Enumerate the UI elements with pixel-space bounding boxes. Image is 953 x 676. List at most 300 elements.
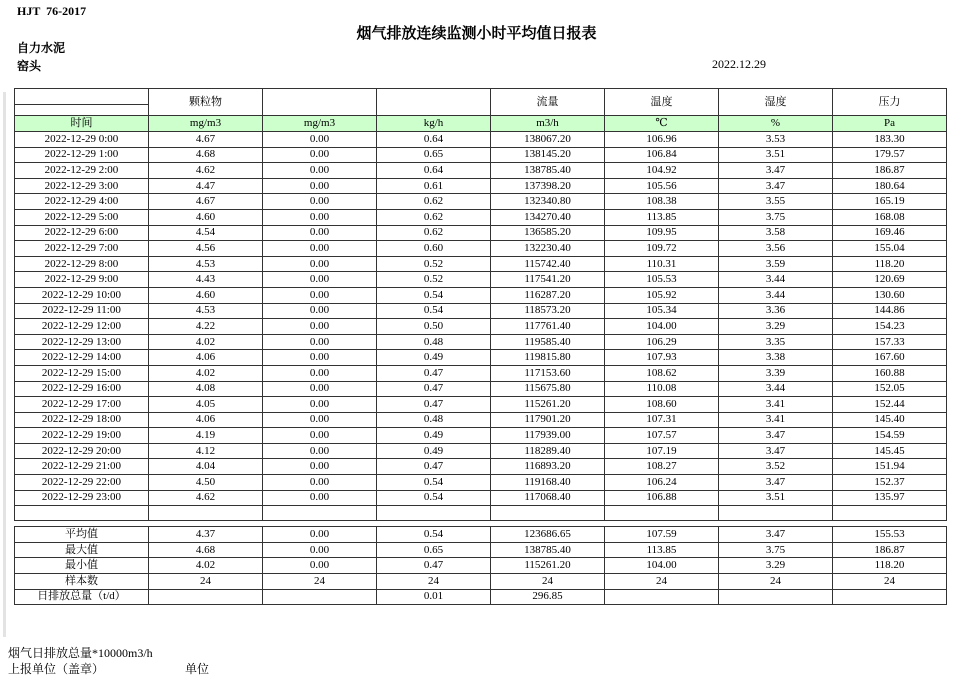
value-cell: 0.50 — [377, 319, 491, 335]
value-cell: 3.41 — [719, 397, 833, 413]
table-row — [15, 241, 947, 257]
empty-cell — [833, 506, 947, 521]
value-cell: 0.62 — [377, 225, 491, 241]
value-cell: 0.00 — [263, 365, 377, 381]
value-cell: 169.46 — [833, 225, 947, 241]
value-cell: 145.45 — [833, 443, 947, 459]
value-cell: 0.48 — [377, 334, 491, 350]
empty-cell — [491, 506, 605, 521]
value-cell: 3.55 — [719, 194, 833, 210]
value-cell: 4.53 — [149, 256, 263, 272]
value-cell: 0.61 — [377, 178, 491, 194]
value-cell: 116287.20 — [491, 287, 605, 303]
hourly-data-table — [14, 88, 947, 521]
unit-label: 单位 — [185, 662, 210, 676]
summary-value-cell: 0.00 — [263, 558, 377, 574]
value-cell: 4.05 — [149, 397, 263, 413]
value-cell: 3.47 — [719, 443, 833, 459]
value-cell: 0.52 — [377, 272, 491, 288]
time-cell: 2022-12-29 12:00 — [15, 319, 149, 335]
value-cell: 132230.40 — [491, 241, 605, 257]
time-cell: 2022-12-29 13:00 — [15, 334, 149, 350]
value-cell: 119168.40 — [491, 475, 605, 491]
value-cell: 179.57 — [833, 147, 947, 163]
table-row — [15, 475, 947, 491]
time-cell: 2022-12-29 3:00 — [15, 178, 149, 194]
value-cell: 4.08 — [149, 381, 263, 397]
value-cell: 3.47 — [719, 178, 833, 194]
table-row — [15, 303, 947, 319]
value-cell: 0.00 — [263, 319, 377, 335]
value-cell: 120.69 — [833, 272, 947, 288]
value-cell: 106.96 — [605, 132, 719, 148]
summary-value-cell: 24 — [605, 574, 719, 590]
summary-value-cell: 4.68 — [149, 542, 263, 558]
summary-row — [15, 527, 947, 543]
value-cell: 0.62 — [377, 194, 491, 210]
summary-value-cell: 186.87 — [833, 542, 947, 558]
value-cell: 4.04 — [149, 459, 263, 475]
summary-row — [15, 574, 947, 590]
value-cell: 108.27 — [605, 459, 719, 475]
empty-cell — [263, 506, 377, 521]
time-header-lower-cell — [15, 105, 149, 116]
summary-value-cell: 24 — [263, 574, 377, 590]
value-cell: 157.33 — [833, 334, 947, 350]
summary-value-cell: 155.53 — [833, 527, 947, 543]
summary-value-cell: 115261.20 — [491, 558, 605, 574]
value-cell: 109.72 — [605, 241, 719, 257]
time-cell: 2022-12-29 6:00 — [15, 225, 149, 241]
table-row — [15, 350, 947, 366]
time-cell: 2022-12-29 16:00 — [15, 381, 149, 397]
summary-label-cell: 最小值 — [15, 558, 149, 574]
value-cell: 0.48 — [377, 412, 491, 428]
value-cell: 3.52 — [719, 459, 833, 475]
table-row — [15, 287, 947, 303]
value-cell: 0.00 — [263, 397, 377, 413]
value-cell: 104.00 — [605, 319, 719, 335]
summary-value-cell — [149, 589, 263, 605]
time-cell: 2022-12-29 4:00 — [15, 194, 149, 210]
summary-value-cell: 123686.65 — [491, 527, 605, 543]
value-cell: 4.43 — [149, 272, 263, 288]
value-cell: 4.60 — [149, 209, 263, 225]
value-cell: 4.12 — [149, 443, 263, 459]
group-header-cell — [263, 89, 377, 116]
value-cell: 0.52 — [377, 256, 491, 272]
value-cell: 0.00 — [263, 225, 377, 241]
summary-value-cell: 118.20 — [833, 558, 947, 574]
value-cell: 3.47 — [719, 163, 833, 179]
value-cell: 3.75 — [719, 209, 833, 225]
value-cell: 0.00 — [263, 443, 377, 459]
summary-value-cell: 296.85 — [491, 589, 605, 605]
report-date: 2022.12.29 — [712, 57, 766, 71]
value-cell: 0.47 — [377, 381, 491, 397]
summary-value-cell: 4.37 — [149, 527, 263, 543]
page-edge-strip — [3, 92, 6, 637]
time-column-header: 时间 — [15, 116, 149, 132]
value-cell: 117541.20 — [491, 272, 605, 288]
value-cell: 109.95 — [605, 225, 719, 241]
summary-row — [15, 542, 947, 558]
value-cell: 138067.20 — [491, 132, 605, 148]
value-cell: 4.47 — [149, 178, 263, 194]
summary-value-cell: 138785.40 — [491, 542, 605, 558]
unit-header-cell: % — [719, 116, 833, 132]
value-cell: 117153.60 — [491, 365, 605, 381]
value-cell: 116893.20 — [491, 459, 605, 475]
time-cell: 2022-12-29 8:00 — [15, 256, 149, 272]
summary-value-cell: 0.47 — [377, 558, 491, 574]
time-cell: 2022-12-29 0:00 — [15, 132, 149, 148]
value-cell: 107.93 — [605, 350, 719, 366]
value-cell: 4.62 — [149, 163, 263, 179]
summary-value-cell: 3.75 — [719, 542, 833, 558]
value-cell: 106.29 — [605, 334, 719, 350]
value-cell: 0.00 — [263, 178, 377, 194]
summary-value-cell: 24 — [491, 574, 605, 590]
summary-value-cell: 104.00 — [605, 558, 719, 574]
value-cell: 106.88 — [605, 490, 719, 506]
table-row — [15, 397, 947, 413]
value-cell: 3.58 — [719, 225, 833, 241]
value-cell: 183.30 — [833, 132, 947, 148]
value-cell: 0.00 — [263, 334, 377, 350]
value-cell: 167.60 — [833, 350, 947, 366]
table-row — [15, 443, 947, 459]
group-header-cell: 颗粒物 — [149, 89, 263, 116]
value-cell: 180.64 — [833, 178, 947, 194]
value-cell: 0.00 — [263, 381, 377, 397]
summary-row — [15, 558, 947, 574]
time-cell: 2022-12-29 15:00 — [15, 365, 149, 381]
value-cell: 0.00 — [263, 163, 377, 179]
time-cell: 2022-12-29 5:00 — [15, 209, 149, 225]
summary-label-cell: 最大值 — [15, 542, 149, 558]
value-cell: 3.39 — [719, 365, 833, 381]
value-cell: 144.86 — [833, 303, 947, 319]
value-cell: 151.94 — [833, 459, 947, 475]
summary-value-cell: 0.00 — [263, 542, 377, 558]
unit-header-cell: mg/m3 — [149, 116, 263, 132]
empty-cell — [719, 506, 833, 521]
group-header-cell: 流量 — [491, 89, 605, 116]
time-cell: 2022-12-29 23:00 — [15, 490, 149, 506]
table-row — [15, 319, 947, 335]
value-cell: 3.44 — [719, 287, 833, 303]
value-cell: 168.08 — [833, 209, 947, 225]
value-cell: 0.00 — [263, 209, 377, 225]
unit-header-cell: ℃ — [605, 116, 719, 132]
value-cell: 160.88 — [833, 365, 947, 381]
value-cell: 119585.40 — [491, 334, 605, 350]
value-cell: 3.56 — [719, 241, 833, 257]
summary-value-cell: 24 — [719, 574, 833, 590]
value-cell: 130.60 — [833, 287, 947, 303]
value-cell: 0.47 — [377, 365, 491, 381]
report-table-area — [14, 88, 948, 605]
value-cell: 117068.40 — [491, 490, 605, 506]
table-row — [15, 194, 947, 210]
value-cell: 0.00 — [263, 132, 377, 148]
value-cell: 0.00 — [263, 350, 377, 366]
unit-header-cell: kg/h — [377, 116, 491, 132]
value-cell: 4.02 — [149, 365, 263, 381]
table-row — [15, 459, 947, 475]
value-cell: 0.47 — [377, 397, 491, 413]
group-header-cell: 湿度 — [719, 89, 833, 116]
value-cell: 110.08 — [605, 381, 719, 397]
time-cell: 2022-12-29 21:00 — [15, 459, 149, 475]
value-cell: 3.44 — [719, 272, 833, 288]
value-cell: 0.54 — [377, 490, 491, 506]
summary-value-cell: 24 — [149, 574, 263, 590]
value-cell: 132340.80 — [491, 194, 605, 210]
value-cell: 138785.40 — [491, 163, 605, 179]
time-header-upper-cell — [15, 89, 149, 105]
report-unit-label: 上报单位（盖章） — [8, 662, 105, 676]
unit-header-cell: Pa — [833, 116, 947, 132]
summary-value-cell — [719, 589, 833, 605]
value-cell: 4.54 — [149, 225, 263, 241]
group-header-cell: 压力 — [833, 89, 947, 116]
value-cell: 108.38 — [605, 194, 719, 210]
value-cell: 4.67 — [149, 194, 263, 210]
value-cell: 117939.00 — [491, 428, 605, 444]
value-cell: 154.59 — [833, 428, 947, 444]
table-row — [15, 412, 947, 428]
table-row — [15, 381, 947, 397]
value-cell: 138145.20 — [491, 147, 605, 163]
value-cell: 3.29 — [719, 319, 833, 335]
value-cell: 3.53 — [719, 132, 833, 148]
value-cell: 134270.40 — [491, 209, 605, 225]
value-cell: 105.92 — [605, 287, 719, 303]
value-cell: 118573.20 — [491, 303, 605, 319]
table-row — [15, 365, 947, 381]
value-cell: 4.06 — [149, 350, 263, 366]
value-cell: 4.22 — [149, 319, 263, 335]
value-cell: 0.54 — [377, 287, 491, 303]
time-cell: 2022-12-29 7:00 — [15, 241, 149, 257]
value-cell: 3.47 — [719, 475, 833, 491]
value-cell: 3.59 — [719, 256, 833, 272]
value-cell: 4.50 — [149, 475, 263, 491]
time-cell: 2022-12-29 17:00 — [15, 397, 149, 413]
value-cell: 110.31 — [605, 256, 719, 272]
value-cell: 0.00 — [263, 475, 377, 491]
value-cell: 0.00 — [263, 303, 377, 319]
table-row — [15, 490, 947, 506]
value-cell: 0.00 — [263, 147, 377, 163]
value-cell: 106.24 — [605, 475, 719, 491]
value-cell: 115675.80 — [491, 381, 605, 397]
summary-value-cell — [263, 589, 377, 605]
value-cell: 0.47 — [377, 459, 491, 475]
summary-value-cell: 0.54 — [377, 527, 491, 543]
value-cell: 3.38 — [719, 350, 833, 366]
summary-table — [14, 526, 947, 605]
summary-value-cell: 24 — [377, 574, 491, 590]
summary-value-cell: 4.02 — [149, 558, 263, 574]
value-cell: 3.44 — [719, 381, 833, 397]
value-cell: 4.02 — [149, 334, 263, 350]
value-cell: 118289.40 — [491, 443, 605, 459]
value-cell: 4.68 — [149, 147, 263, 163]
table-row — [15, 334, 947, 350]
empty-cell — [15, 506, 149, 521]
time-cell: 2022-12-29 10:00 — [15, 287, 149, 303]
value-cell: 136585.20 — [491, 225, 605, 241]
value-cell: 0.49 — [377, 428, 491, 444]
value-cell: 0.64 — [377, 132, 491, 148]
value-cell: 104.92 — [605, 163, 719, 179]
table-row — [15, 256, 947, 272]
time-cell: 2022-12-29 2:00 — [15, 163, 149, 179]
value-cell: 0.00 — [263, 241, 377, 257]
group-header-cell — [377, 89, 491, 116]
value-cell: 3.36 — [719, 303, 833, 319]
value-cell: 0.00 — [263, 272, 377, 288]
value-cell: 3.35 — [719, 334, 833, 350]
summary-value-cell: 0.00 — [263, 527, 377, 543]
page-title: 烟气排放连续监测小时平均值日报表 — [356, 26, 597, 42]
value-cell: 3.51 — [719, 147, 833, 163]
table-row — [15, 147, 947, 163]
value-cell: 3.41 — [719, 412, 833, 428]
value-cell: 113.85 — [605, 209, 719, 225]
value-cell: 117761.40 — [491, 319, 605, 335]
table-row — [15, 272, 947, 288]
value-cell: 4.60 — [149, 287, 263, 303]
summary-value-cell — [605, 589, 719, 605]
summary-value-cell: 3.47 — [719, 527, 833, 543]
value-cell: 0.49 — [377, 350, 491, 366]
value-cell: 4.06 — [149, 412, 263, 428]
empty-cell — [605, 506, 719, 521]
unit-header-cell: m3/h — [491, 116, 605, 132]
value-cell: 152.05 — [833, 381, 947, 397]
time-cell: 2022-12-29 22:00 — [15, 475, 149, 491]
standard-code: HJT 76-2017 — [17, 4, 87, 18]
empty-row — [15, 506, 947, 521]
time-cell: 2022-12-29 11:00 — [15, 303, 149, 319]
value-cell: 0.49 — [377, 443, 491, 459]
value-cell: 0.54 — [377, 303, 491, 319]
value-cell: 4.53 — [149, 303, 263, 319]
summary-value-cell: 113.85 — [605, 542, 719, 558]
summary-value-cell: 0.65 — [377, 542, 491, 558]
value-cell: 108.62 — [605, 365, 719, 381]
summary-label-cell: 平均值 — [15, 527, 149, 543]
value-cell: 0.00 — [263, 428, 377, 444]
value-cell: 119815.80 — [491, 350, 605, 366]
value-cell: 152.37 — [833, 475, 947, 491]
value-cell: 115742.40 — [491, 256, 605, 272]
company-name: 自力水泥 — [17, 41, 66, 55]
value-cell: 4.56 — [149, 241, 263, 257]
value-cell: 152.44 — [833, 397, 947, 413]
value-cell: 0.54 — [377, 475, 491, 491]
table-row — [15, 428, 947, 444]
value-cell: 145.40 — [833, 412, 947, 428]
value-cell: 107.57 — [605, 428, 719, 444]
header-group-row — [15, 89, 947, 105]
value-cell: 0.00 — [263, 256, 377, 272]
value-cell: 0.60 — [377, 241, 491, 257]
summary-label-cell: 样本数 — [15, 574, 149, 590]
value-cell: 0.00 — [263, 412, 377, 428]
value-cell: 105.34 — [605, 303, 719, 319]
value-cell: 4.62 — [149, 490, 263, 506]
value-cell: 0.00 — [263, 287, 377, 303]
unit-header-row — [15, 116, 947, 132]
value-cell: 107.31 — [605, 412, 719, 428]
value-cell: 118.20 — [833, 256, 947, 272]
value-cell: 0.00 — [263, 459, 377, 475]
value-cell: 3.47 — [719, 428, 833, 444]
value-cell: 4.67 — [149, 132, 263, 148]
summary-value-cell: 24 — [833, 574, 947, 590]
value-cell: 117901.20 — [491, 412, 605, 428]
value-cell: 154.23 — [833, 319, 947, 335]
summary-value-cell: 0.01 — [377, 589, 491, 605]
summary-row — [15, 589, 947, 605]
value-cell: 186.87 — [833, 163, 947, 179]
value-cell: 0.64 — [377, 163, 491, 179]
station-name: 窑头 — [17, 59, 42, 73]
flow-total-note: 烟气日排放总量*10000m3/h — [8, 646, 153, 660]
summary-value-cell: 107.59 — [605, 527, 719, 543]
value-cell: 106.84 — [605, 147, 719, 163]
group-header-cell: 温度 — [605, 89, 719, 116]
value-cell: 0.00 — [263, 194, 377, 210]
table-row — [15, 225, 947, 241]
time-cell: 2022-12-29 20:00 — [15, 443, 149, 459]
empty-cell — [377, 506, 491, 521]
value-cell: 155.04 — [833, 241, 947, 257]
value-cell: 135.97 — [833, 490, 947, 506]
time-cell: 2022-12-29 9:00 — [15, 272, 149, 288]
value-cell: 107.19 — [605, 443, 719, 459]
value-cell: 0.65 — [377, 147, 491, 163]
value-cell: 137398.20 — [491, 178, 605, 194]
value-cell: 0.00 — [263, 490, 377, 506]
value-cell: 105.56 — [605, 178, 719, 194]
time-cell: 2022-12-29 18:00 — [15, 412, 149, 428]
table-row — [15, 132, 947, 148]
value-cell: 115261.20 — [491, 397, 605, 413]
value-cell: 3.51 — [719, 490, 833, 506]
unit-header-cell: mg/m3 — [263, 116, 377, 132]
summary-value-cell: 3.29 — [719, 558, 833, 574]
summary-value-cell — [833, 589, 947, 605]
table-row — [15, 178, 947, 194]
table-row — [15, 163, 947, 179]
value-cell: 165.19 — [833, 194, 947, 210]
empty-cell — [149, 506, 263, 521]
value-cell: 4.19 — [149, 428, 263, 444]
value-cell: 105.53 — [605, 272, 719, 288]
value-cell: 0.62 — [377, 209, 491, 225]
value-cell: 108.60 — [605, 397, 719, 413]
time-cell: 2022-12-29 19:00 — [15, 428, 149, 444]
summary-label-cell: 日排放总量（t/d） — [15, 589, 149, 605]
time-cell: 2022-12-29 14:00 — [15, 350, 149, 366]
table-row — [15, 209, 947, 225]
